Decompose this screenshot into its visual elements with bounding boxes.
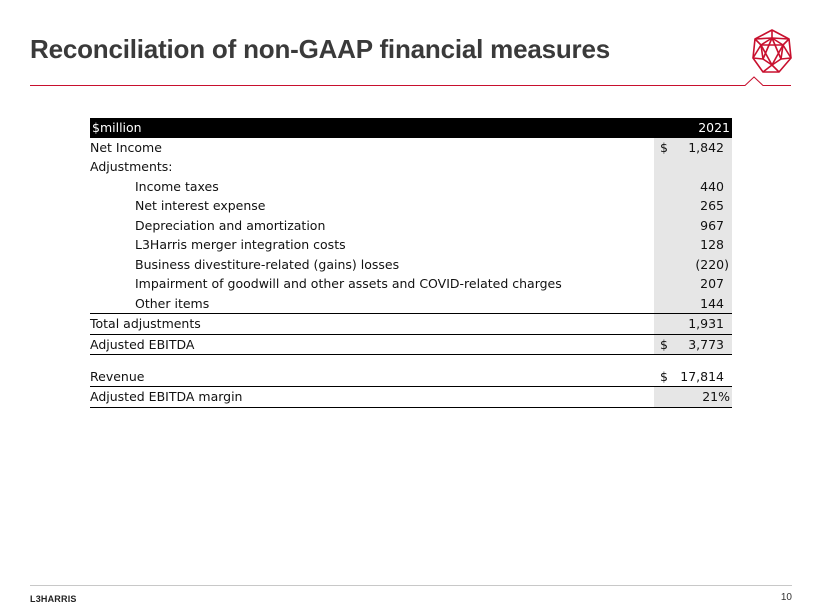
row-value: 17,814 [680, 368, 724, 384]
row-value: 1,931 [688, 316, 724, 331]
row-value-cell [654, 334, 732, 355]
row-value-cell [654, 314, 732, 335]
table-row-ebitda-margin [90, 387, 732, 408]
row-label: Revenue [90, 368, 145, 384]
row-value-cell [654, 177, 732, 197]
row-value: 144 [700, 295, 724, 311]
row-value: 207 [700, 276, 724, 291]
table-row-divestiture [90, 255, 732, 275]
row-label: Net interest expense [135, 198, 266, 213]
row-value: 3,773 [688, 336, 724, 352]
table-row-adjustments-heading [90, 157, 732, 177]
row-label: Depreciation and amortization [135, 217, 326, 233]
currency-symbol: $ [660, 368, 668, 384]
row-value-cell [654, 387, 732, 408]
table-row-adjusted-ebitda [90, 334, 732, 355]
table-header-row [90, 118, 732, 138]
row-label: Business divestiture-related (gains) losses [135, 256, 400, 272]
row-label: Impairment of goodwill and other assets and COVID-related charges [135, 276, 562, 291]
row-value-cell [654, 367, 732, 387]
title-divider [30, 85, 736, 86]
row-label: Net Income [90, 139, 162, 155]
row-value: 265 [700, 198, 724, 213]
row-label: Income taxes [135, 178, 219, 194]
row-label: Adjusted EBITDA margin [90, 387, 654, 408]
row-value-cell [654, 138, 732, 158]
row-value: 128 [700, 237, 724, 252]
currency-symbol: $ [660, 139, 668, 155]
row-value: 1,842 [688, 139, 724, 155]
table-row-total-adjustments [90, 314, 732, 335]
row-value: 967 [700, 217, 724, 233]
row-label: L3Harris merger integration costs [135, 237, 346, 252]
table-row-merger-costs [90, 235, 732, 255]
row-label: Other items [135, 295, 210, 311]
row-value: (220) [695, 256, 729, 272]
table-row-revenue [90, 367, 732, 387]
table-row-net-income [90, 138, 732, 158]
footer-divider [30, 585, 792, 586]
reconciliation-table [90, 118, 732, 408]
row-value-cell [654, 196, 732, 216]
table-row-depreciation [90, 216, 732, 236]
row-value-cell [654, 255, 732, 275]
row-label: Adjusted EBITDA [90, 334, 654, 355]
row-value-cell [654, 216, 732, 236]
geodesic-sphere-icon [750, 28, 794, 76]
divider-notch [735, 76, 791, 88]
row-value-cell [654, 235, 732, 255]
footer-brand-logo: L3HARRIS [30, 594, 77, 604]
table-row-income-taxes [90, 177, 732, 197]
header-year: 2021 [654, 118, 732, 138]
table-row-net-interest [90, 196, 732, 216]
slide-title: Reconciliation of non-GAAP financial measures [30, 34, 610, 64]
row-value-cell [654, 294, 732, 314]
table-row-other-items [90, 294, 732, 314]
row-label: Total adjustments [90, 314, 654, 335]
currency-symbol: $ [660, 336, 668, 352]
page-number: 10 [780, 592, 792, 603]
row-value: 440 [700, 178, 724, 194]
row-value-cell [654, 274, 732, 294]
header-unit-label: $million [90, 118, 654, 138]
table-spacer [90, 355, 732, 367]
row-value: 21% [702, 389, 730, 404]
table-row-impairment [90, 274, 732, 294]
row-label: Adjustments: [90, 159, 173, 174]
row-value-cell [654, 157, 732, 177]
